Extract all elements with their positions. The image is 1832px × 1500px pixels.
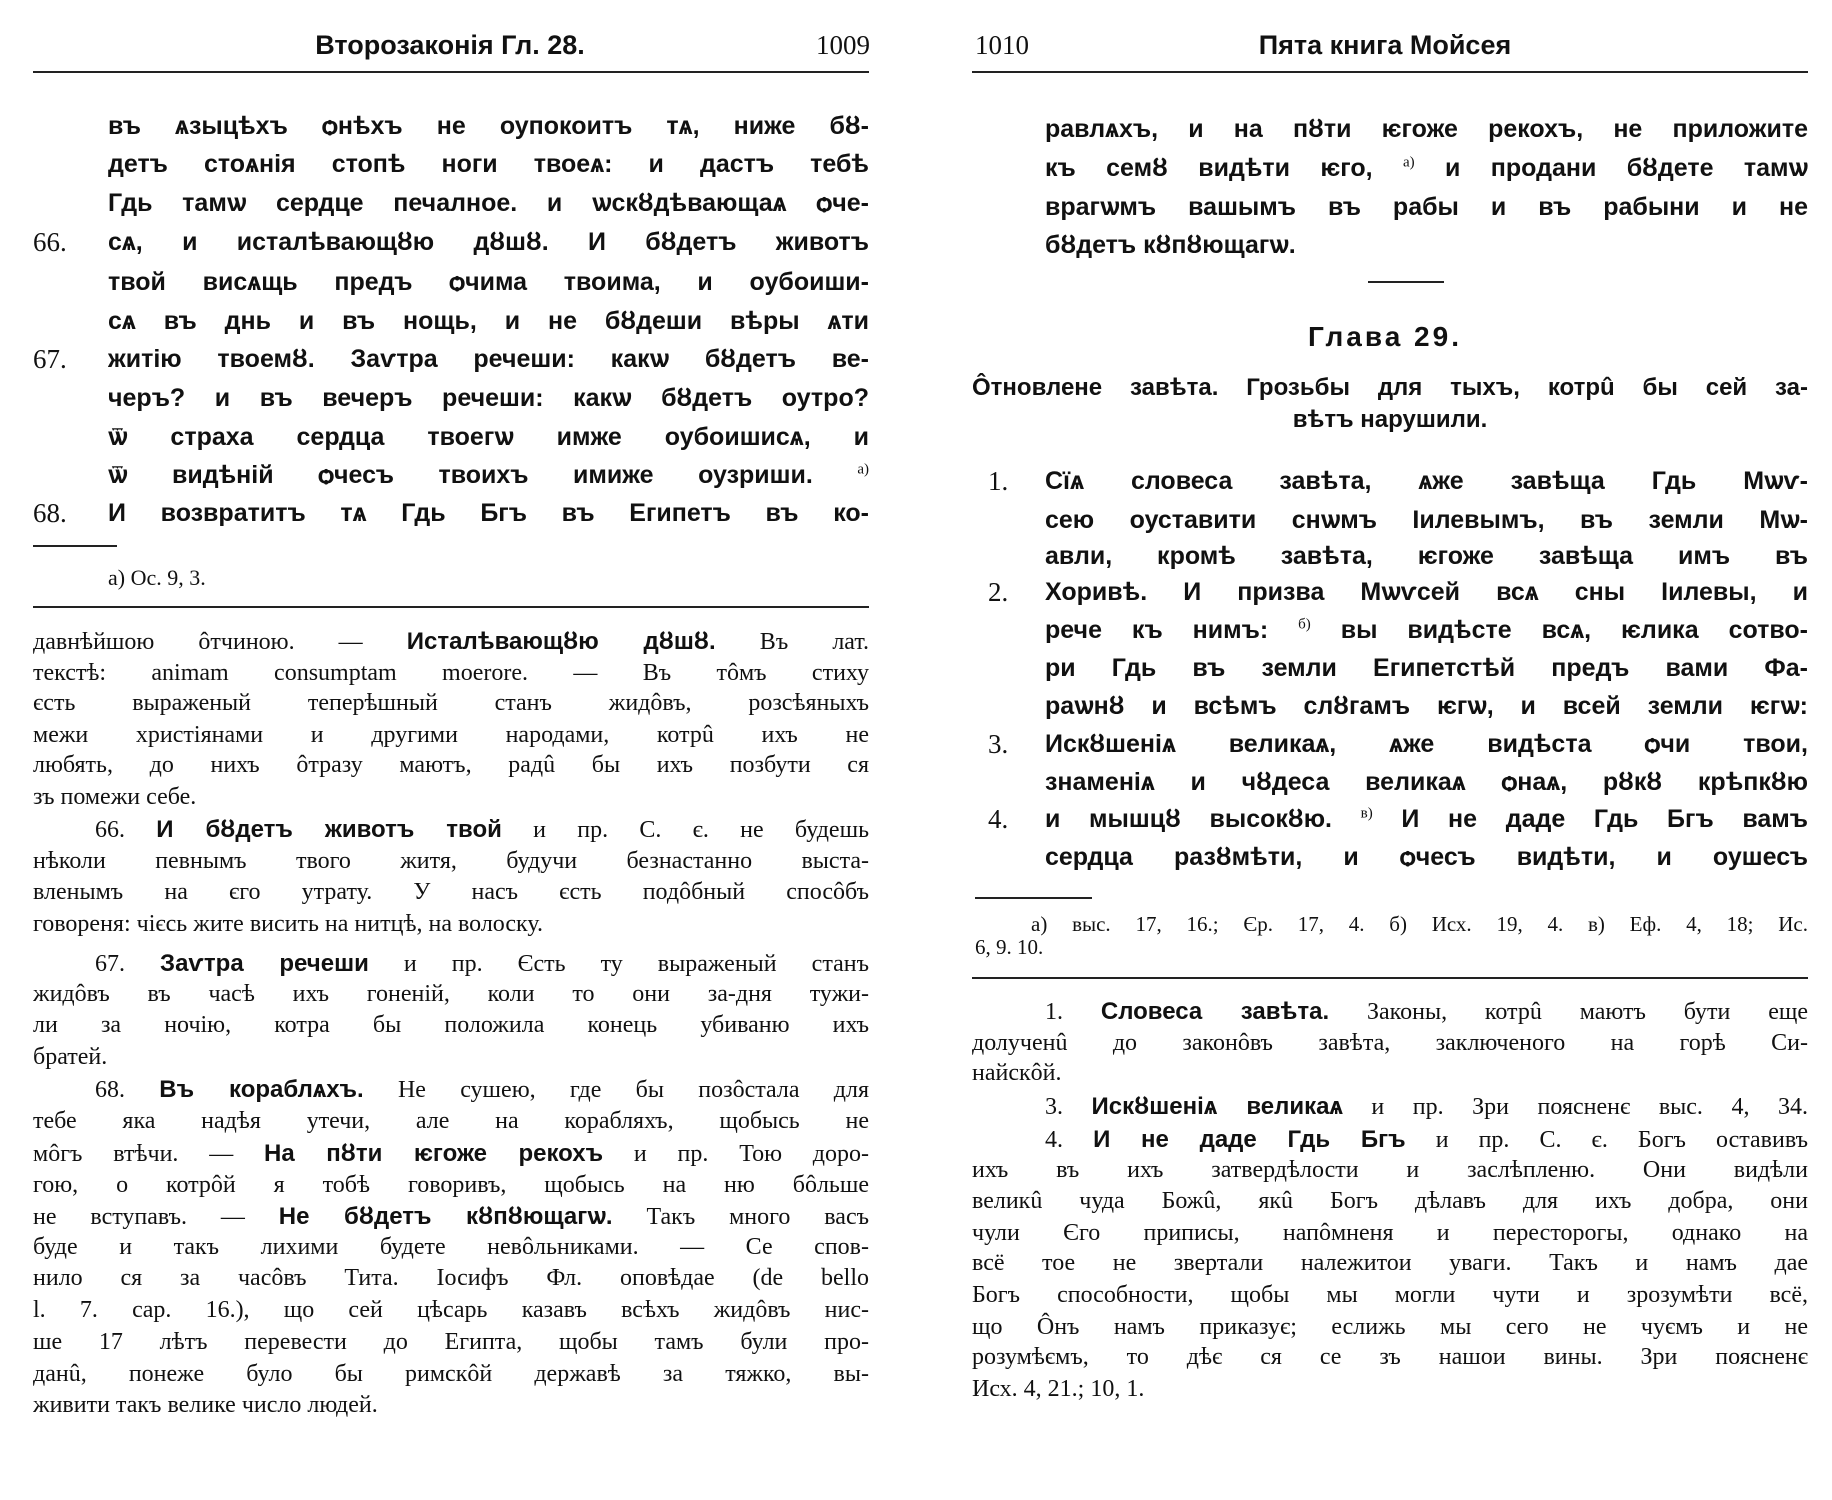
commentary-line — [1045, 996, 1808, 1027]
text-run: ше 17 лѣтъ перевести до Египта, щобы тамъ були про- — [33, 1328, 869, 1355]
commentary-line — [33, 1295, 869, 1326]
commentary-line — [95, 1074, 869, 1105]
text-run: ѿ видѣній ѻчесъ твоихъ имиже оузриши. — [108, 461, 858, 489]
commentary-line — [972, 1248, 1808, 1279]
text-run: зъ помежи себе. — [33, 783, 197, 810]
text-run: рече къ нимъ: — [1045, 616, 1299, 644]
scripture-line — [108, 458, 869, 492]
commentary-line — [33, 1359, 869, 1390]
scripture-line — [108, 225, 869, 259]
commentary-line — [972, 1374, 1808, 1405]
text-run: раѡнȣ и всѣмъ слȣгамъ ѥгѡ, и всей земли ѥгѡ: — [1045, 692, 1808, 720]
left-footnote: а) Ос. 9, 3. — [108, 565, 206, 590]
footnote-marker: а) — [1403, 154, 1415, 171]
text-run: чули Єго приписы, напôмненя и пересторогы, однако на — [972, 1219, 1808, 1246]
commentary-line — [33, 626, 869, 657]
text-run: межи христіянами и другими народами, котрû ихъ не — [33, 721, 869, 748]
scripture-line — [1045, 539, 1808, 573]
commentary-line — [33, 846, 869, 877]
left-page-number: 1009 — [816, 30, 870, 60]
text-run: авли, кромѣ завѣта, ѥгоже завѣща имъ въ — [1045, 542, 1808, 570]
text-run: 68. — [95, 1076, 160, 1103]
commentary-line — [33, 782, 869, 813]
text-run: ихъ въ ихъ затвердѣлости и заслѣпленю. Они видѣли — [972, 1156, 1808, 1183]
section-divider — [1368, 281, 1444, 283]
scripture-line — [1045, 464, 1808, 498]
commentary-line — [33, 750, 869, 781]
quoted-lemma: Искȣшеніѧ великаѧ — [1091, 1092, 1343, 1120]
scripture-line — [1045, 840, 1808, 874]
text-run: и пр. С. є. не будешь — [501, 816, 869, 843]
footnote-separator — [33, 545, 117, 547]
quoted-lemma: Не бȣдетъ кȣпȣющагѡ. — [278, 1202, 613, 1230]
scripture-line — [1045, 689, 1808, 723]
text-run: 3. — [1045, 1093, 1092, 1120]
scripture-line — [108, 265, 869, 299]
footnote-separator — [975, 897, 1092, 899]
commentary-line — [33, 979, 869, 1010]
commentary-line — [33, 1327, 869, 1358]
scripture-line — [1045, 190, 1808, 224]
left-header-rule — [33, 71, 869, 73]
quoted-lemma: Исталѣвающȣю дȣшȣ. — [406, 627, 716, 655]
commentary-separator — [33, 606, 869, 608]
text-run: Въ лат. — [715, 628, 869, 655]
commentary-line — [972, 1342, 1808, 1373]
commentary-line — [33, 1390, 869, 1421]
text-run: вѣтъ нарушили. — [1292, 405, 1488, 433]
scripture-line — [1045, 112, 1808, 146]
left-running-title: Второзаконія Гл. 28. — [315, 30, 585, 60]
text-run: буде и такъ лихими будете невôльниками. — Се спов- — [33, 1233, 869, 1260]
quoted-lemma: И бȣдетъ животъ твой — [156, 815, 502, 843]
verse-number: 67. — [33, 344, 67, 374]
scripture-line — [108, 304, 869, 338]
text-run: розумѣємъ, то дѣє ся се зъ нашои вины. Зри поясненє — [972, 1343, 1808, 1370]
text-run: Богъ способности, щобы мы могли чути и зрозумѣти всё, — [972, 1281, 1808, 1308]
quoted-lemma: Словеса завѣта. — [1100, 997, 1330, 1025]
text-run: не вступавъ. — — [33, 1203, 279, 1230]
commentary-line — [33, 688, 869, 719]
footnote-line — [975, 934, 1808, 960]
text-run: вы видѣсте всѧ, ѥлика сотво- — [1310, 616, 1808, 644]
text-run: Исх. 4, 21.; 10, 1. — [972, 1375, 1145, 1402]
text-run: Хоривѣ. И призва Мѡѵсей всѧ сны Іилевы, и — [1045, 578, 1808, 606]
quoted-lemma: Въ кораблѧхъ. — [159, 1075, 364, 1103]
footnote-marker: б) — [1298, 616, 1311, 633]
text-run: долученû до законôвъ завѣта, заключеного на горѣ Си- — [972, 1029, 1808, 1056]
commentary-line — [33, 720, 869, 751]
text-run: вленымъ на єго утрату. У насъ єсть подôбный спосôбъ — [33, 878, 869, 905]
text-run: 6, 9. 10. — [975, 935, 1044, 959]
text-run: и пр. Єсть ту выраженый станъ — [368, 950, 869, 977]
scripture-line — [108, 381, 869, 415]
text-run: детъ стоѧнія стопѣ ноги твоеѧ: и дастъ тебѣ — [108, 150, 869, 178]
text-run: 66. — [95, 816, 157, 843]
commentary-line — [33, 1010, 869, 1041]
scripture-line — [108, 420, 869, 454]
quoted-lemma: На пȣти ѥгоже рекохъ — [264, 1139, 604, 1167]
text-run: сею оуставити снѡмъ Іилевымъ, въ земли Мѡ- — [1045, 506, 1808, 534]
text-run: а) выс. 17, 16.; Єр. 17, 4. б) Исх. 19, 4. в) Еф. 4, 18; Ис. — [1031, 912, 1808, 936]
text-run: Законы, котрû маютъ бути еще — [1329, 998, 1808, 1025]
scripture-line — [1045, 613, 1808, 647]
verse-number: 68. — [33, 498, 67, 528]
commentary-line — [95, 814, 869, 845]
text-run: 1. — [1045, 998, 1101, 1025]
text-run: ли за ночію, котра бы положила конець убиваню ихъ — [33, 1011, 869, 1038]
commentary-line — [972, 1312, 1808, 1343]
verse-number: 4. — [988, 804, 1009, 834]
scripture-line — [108, 186, 869, 220]
commentary-line — [1045, 1091, 1808, 1122]
chapter-summary-line — [972, 404, 1808, 435]
scripture-line — [108, 109, 869, 143]
commentary-line — [33, 1263, 869, 1294]
text-run: Искȣшеніѧ великаѧ, ѧже видѣста ѻчи твои, — [1045, 730, 1808, 758]
commentary-line — [972, 1058, 1808, 1089]
text-run: и пр. Тою доро- — [603, 1140, 869, 1167]
text-run: говореня: чієсь жите висить на нитцѣ, на волоску. — [33, 910, 543, 937]
text-run: найскôй. — [972, 1059, 1062, 1086]
commentary-line — [972, 1155, 1808, 1186]
text-run: любять, до нихъ ôтразу маютъ, радû бы ихъ позбути ся — [33, 751, 869, 778]
commentary-line — [972, 1280, 1808, 1311]
text-run: сѧ въ днь и въ нощь, и не бȣдеши вѣры ѧти — [108, 307, 869, 335]
text-run: и мышцȣ высокȣю. — [1045, 805, 1361, 833]
scripture-line — [1045, 651, 1808, 685]
text-run: текстѣ: animam consumptam moerore. — Въ тôмъ стиху — [33, 659, 869, 686]
text-run: И возвратитъ тѧ Гдь Бгъ въ Египетъ въ ко- — [108, 499, 869, 527]
text-run: нило ся за часôвъ Тита. Іосифъ Фл. оповѣдае (de bello — [33, 1264, 869, 1291]
text-run: черъ? и въ вечеръ речеши: какѡ бȣдетъ оутро? — [108, 384, 869, 412]
footnote-marker: в) — [1360, 805, 1373, 822]
commentary-line — [33, 1138, 869, 1169]
text-run: 67. — [95, 950, 161, 977]
right-header-rule — [972, 71, 1808, 73]
scripture-line — [108, 342, 869, 376]
text-run: всё тое не звертали належитои уваги. Такъ и намъ дае — [972, 1249, 1808, 1276]
text-run: бȣдетъ кȣпȣющагѡ. — [1045, 231, 1296, 259]
text-run: Ôтновлене завѣта. Грозьбы для тыхъ, котрû бы сей за- — [972, 373, 1808, 401]
text-run: данû, понеже було бы римскôй державѣ за тяжко, вы- — [33, 1360, 869, 1387]
text-run: мôгъ втѣчи. — — [33, 1140, 265, 1167]
text-run: l. 7. cap. 16.), що сей цѣсарь казавъ всѣхъ жидôвъ нис- — [33, 1296, 869, 1323]
verse-number: 3. — [988, 729, 1009, 759]
text-run: ѿ страха сердца твоегѡ имже оубоишисѧ, и — [108, 423, 869, 451]
scripture-line — [108, 496, 869, 530]
verse-number: 2. — [988, 577, 1009, 607]
right-running-title: Пята книга Мойсея — [1258, 30, 1512, 60]
commentary-line — [33, 1201, 869, 1232]
right-page-number: 1010 — [975, 30, 1029, 60]
text-run: и пр. С. є. Богъ оставивъ — [1405, 1126, 1808, 1153]
text-run: и продани бȣдете тамѡ — [1414, 154, 1808, 182]
text-run: 4. — [1045, 1126, 1094, 1153]
commentary-line — [33, 658, 869, 689]
commentary-line — [33, 909, 869, 940]
text-run: ри Гдь въ земли Египетстѣй предъ вами Фа- — [1045, 654, 1808, 682]
verse-number: 1. — [988, 466, 1009, 496]
text-run: сѧ, и исталѣвающȣю дȣшȣ. И бȣдетъ животъ — [108, 228, 869, 256]
text-run: єсть выраженый теперѣшный станъ жидôвъ, розсѣяныхъ — [33, 689, 869, 716]
text-run: Не сушею, где бы позôстала для — [363, 1076, 869, 1103]
commentary-line — [33, 877, 869, 908]
commentary-line — [33, 1106, 869, 1137]
commentary-line — [95, 948, 869, 979]
scripture-line — [1045, 575, 1808, 609]
quoted-lemma: Заѵтра речеши — [160, 949, 369, 977]
chapter-summary-line — [972, 372, 1808, 403]
scripture-line — [1045, 228, 1808, 262]
text-run: равлѧхъ, и на пȣти ѥгоже рекохъ, не приложите — [1045, 115, 1808, 143]
scripture-line — [108, 147, 869, 181]
commentary-line — [1045, 1124, 1808, 1155]
commentary-line — [33, 1232, 869, 1263]
text-run: Такъ много васъ — [612, 1203, 869, 1230]
text-run: живити такъ велике число людей. — [33, 1391, 378, 1418]
footnote-marker: а) — [857, 461, 869, 478]
text-run: къ семȣ видѣти ѥго, — [1045, 154, 1403, 182]
scripture-line — [1045, 765, 1808, 799]
text-run: въ ѧзыцѣхъ ѻнѣхъ не оупокоитъ тѧ, ниже бȣ- — [108, 112, 869, 140]
text-run: братей. — [33, 1043, 108, 1070]
quoted-lemma: И не даде Гдь Бгъ — [1093, 1125, 1406, 1153]
text-run: нѣколи певнымъ твого житя, будучи безнастанно выста- — [33, 847, 869, 874]
text-run: Гдь тамѡ сердце печалное. и ѡскȣдѣвающаѧ ѻче- — [108, 189, 869, 217]
commentary-line — [972, 1028, 1808, 1059]
text-run: жидôвъ въ часѣ ихъ гоненій, коли то они за-дня тужи- — [33, 980, 869, 1007]
verse-number: 66. — [33, 227, 67, 257]
text-run: тебе яка надѣя утечи, але на корабляхъ, щобысь не — [33, 1107, 869, 1134]
text-run: що Ôнъ намъ приказує; еслижь мы сего не чуємъ и не — [972, 1313, 1808, 1340]
scripture-line — [1045, 802, 1808, 836]
text-run: и пр. Зри поясненє выс. 4, 34. — [1342, 1093, 1808, 1120]
commentary-line — [33, 1042, 869, 1073]
scripture-line — [1045, 503, 1808, 537]
commentary-line — [972, 1218, 1808, 1249]
text-run: сердца разȣмѣти, и ѻчесъ видѣти, и оушесъ — [1045, 843, 1808, 871]
text-run: житію твоемȣ. Заѵтра речеши: какѡ бȣдетъ ве- — [108, 345, 869, 373]
scripture-line — [1045, 727, 1808, 761]
text-run: давнѣйшою ôтчиною. — — [33, 628, 407, 655]
text-run: знаменіѧ и чȣдеса великаѧ ѻнаѧ, рȣкȣ крѣпкȣю — [1045, 768, 1808, 796]
text-run: врагѡмъ вашымъ въ рабы и въ рабыни и не — [1045, 193, 1808, 221]
text-run: твой висѧщь предъ ѻчима твоима, и оубоиши- — [108, 268, 869, 296]
text-run: великû чуда Божû, якû Богъ дѣлавъ для ихъ добра, они — [972, 1187, 1808, 1214]
commentary-line — [972, 1186, 1808, 1217]
commentary-separator — [972, 977, 1808, 979]
text-run: Сїѧ словеса завѣта, ѧже завѣща Гдь Мѡѵ- — [1045, 467, 1808, 495]
text-run: гою, о котрôй я тобѣ говоривъ, щобысь на ню бôльше — [33, 1171, 869, 1198]
scripture-line — [1045, 151, 1808, 185]
chapter-title: Глава 29. — [1308, 321, 1462, 352]
text-run: И не даде Гдь Бгъ вамъ — [1372, 805, 1808, 833]
commentary-line — [33, 1170, 869, 1201]
